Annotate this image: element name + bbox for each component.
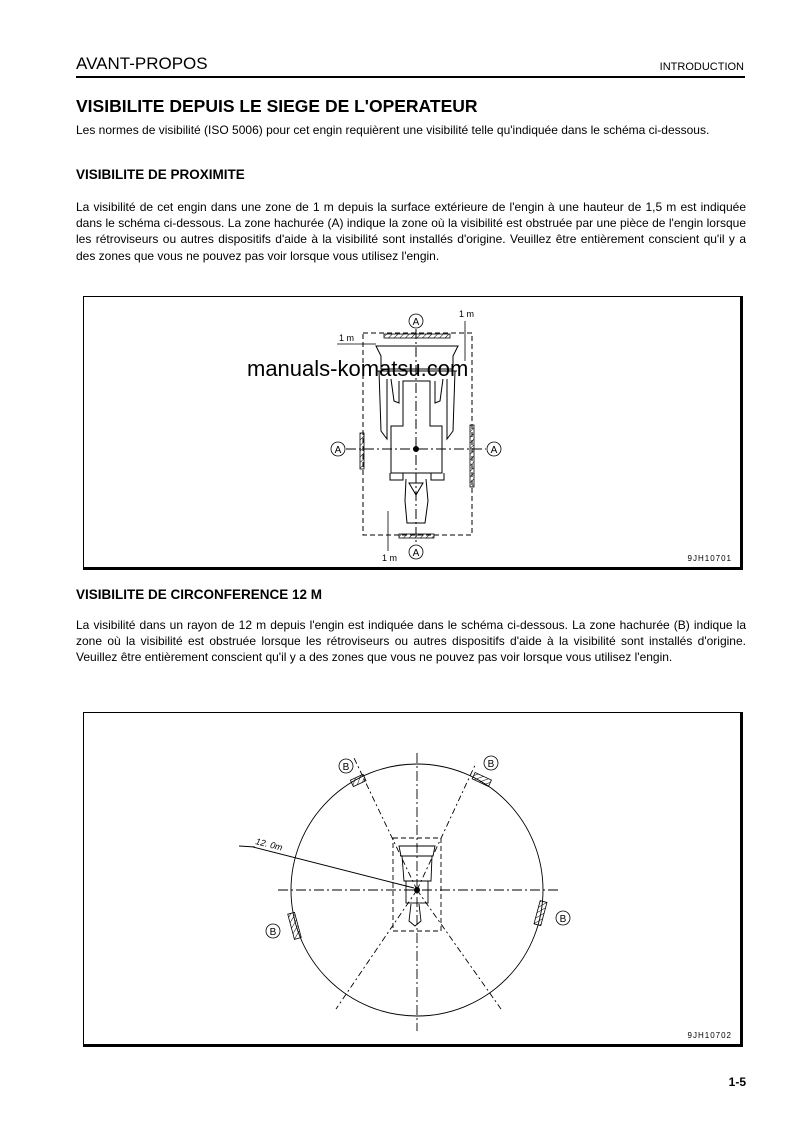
header-chapter: INTRODUCTION	[659, 61, 744, 73]
zone-label-a-right: A	[490, 445, 498, 456]
dim-label-bottom: 1 m	[382, 553, 398, 563]
zone-label-a-left: A	[334, 445, 342, 456]
proximity-heading: VISIBILITE DE PROXIMITE	[76, 167, 245, 182]
proximity-diagram	[84, 297, 740, 567]
zone-label-b-2: B	[487, 759, 495, 770]
zone-label-b-4: B	[559, 914, 567, 925]
watermark: manuals-komatsu.com	[247, 356, 469, 381]
zone-label-a-top: A	[412, 317, 420, 328]
dim-label-left: 1 m	[339, 333, 355, 343]
zone-label-b-1: B	[342, 762, 350, 773]
proximity-figure	[83, 296, 743, 570]
radius-label: 12. 0m	[254, 836, 284, 853]
circumference-diagram	[84, 713, 740, 1044]
page-title: VISIBILITE DEPUIS LE SIEGE DE L'OPERATEUR	[76, 96, 478, 116]
header-section: AVANT-PROPOS	[76, 54, 208, 73]
dim-label-top: 1 m	[459, 309, 475, 319]
page-number: 1-5	[728, 1075, 746, 1089]
circumference-figure	[83, 712, 743, 1047]
circumference-paragraph: La visibilité dans un rayon de 12 m depuis l'engin est indiquée dans le schéma ci-dessous. La zone hachurée (B) indique la zone où la visibilité est obstruée lorsque les rétroviseurs ou autres dispositifs d'aide à la visibilité sont installés d'origine. Veuillez être entièrement conscient qu'il y a des zones que vous ne pouvez pas voir lorsque vous utilisez l'engin.	[76, 618, 746, 665]
intro-paragraph: Les normes de visibilité (ISO 5006) pour cet engin requièrent une visibilité telle qu'indiquée dans le schéma ci-dessous.	[76, 123, 710, 137]
zone-label-b-3: B	[269, 927, 277, 938]
proximity-paragraph: La visibilité de cet engin dans une zone de 1 m depuis la surface extérieure de l'engin à une hauteur de 1,5 m est indiquée dans le schéma ci-dessous. La zone hachurée (A) indique la zone où la visibilité est obstruée par une pièce de l'engin lorsque les rétroviseurs ou autres dispositifs d'aide à la visibilité sont installés d'origine. Veuillez être entièrement conscient qu'il y a des zones que vous ne pouvez pas voir lorsque vous utilisez l'engin.	[76, 200, 746, 263]
zone-label-a-bottom: A	[412, 548, 420, 559]
header-rule	[76, 76, 745, 78]
circumference-heading: VISIBILITE DE CIRCONFERENCE 12 M	[76, 587, 323, 602]
figure-code: 9JH10701	[687, 554, 732, 563]
figure-code: 9JH10702	[687, 1031, 732, 1040]
